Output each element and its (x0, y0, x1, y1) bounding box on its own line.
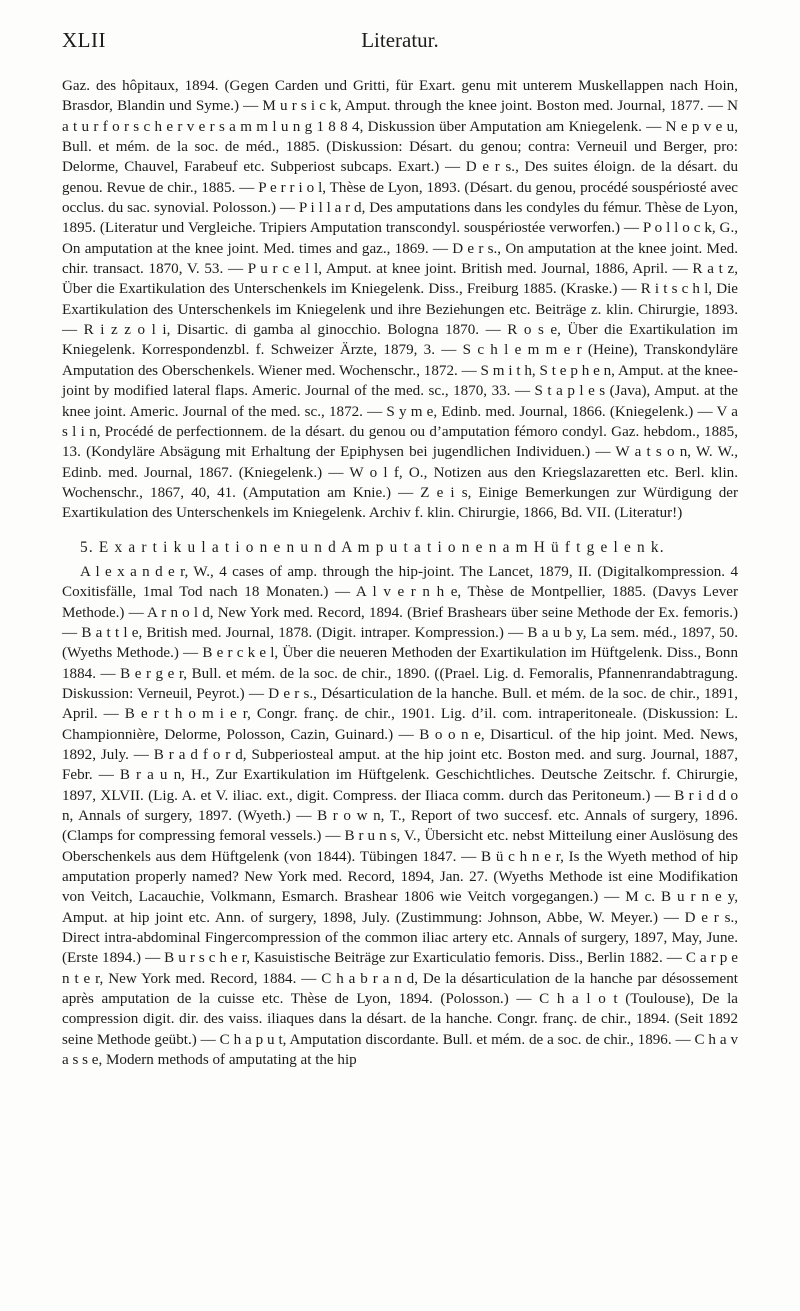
page-number: XLII (62, 28, 106, 52)
page-header (62, 28, 738, 58)
running-title: Literatur. (361, 28, 439, 52)
bibliography-paragraph-hip: A l e x a n d e r, W., 4 cases of amp. through the hip-joint. The Lancet, 1879, II. (Digitalkompression. 4 Coxitisfälle, 1mal Tod nach 18 Monaten.) — A l v e r n h e, Thèse de Montpellier, 1885. (Davys Lever Methode.) — A r n o l d, New York med. Record, 1894. (Brief Brashears über seine Methode der Ex. femoris.) — B a t t l e, British med. Journal, 1878. (Digit. intraper. Kompression.) — B a u b y, La sem. méd., 1897, 50. (Wyeths Methode.) — B e r c k e l, Über die neueren Methoden der Exartikulation im Hüftgelenk. Diss., Bonn 1884. — B e r g e r, Bull. et mém. de la soc. de chir., 1890. ((Prael. Lig. d. Femoralis, Pfannenrandabtragung. Diskussion: Verneuil, Peyrot.) — D e r s., Désarticulation de la hanche. Bull. et mém. de la soc. de chir., 1891, April. — B e r t h o m i e r, Congr. franç. de chir., 1901. Lig. d’il. com. intraperitoneale. (Diskussion: L. Championnière, Delorme, Polosson, Cazin, Guinard.) — B o o n e, Disarticul. of the hip joint. Med. News, 1892, July. — B r a d f o r d, Subperiosteal amput. at the hip joint etc. Boston med. and surg. Journal, 1887, Febr. — B r a u n, H., Zur Exartikulation im Hüftgelenk. Geschichtliches. Deutsche Zeitschr. f. Chirurgie, 1897, XLVII. (Lig. A. et V. iliac. ext., digit. Compress. der Iliaca comm. durch das Peritoneum.) — B r i d d o n, Annals of surgery, 1897. (Wyeth.) — B r o w n, T., Report of two succesf. etc. Annals of surgery, 1896. (Clamps for compressing femoral vessels.) — B r u n s, V., Übersicht etc. nebst Mitteilung einer Auslösung des Oberschenkels aus dem Hüftgelenk (von 1844). Tübingen 1847. — B ü c h n e r, Is the Wyeth method of hip amputation properly named? New York med. Record, 1894, Jan. 27. (Wyeths Methode ist eine Modifikation von Veitch, Lacauchie, Volkmann, Esmarch. Brashear 1806 wie Veitch vorgegangen.) — M c. B u r n e y, Amput. at hip joint etc. Ann. of surgery, 1898, July. (Zustimmung: Johnson, Abbe, W. Meyer.) — D e r s., Direct intra-abdominal Fingercompression of the common iliac artery etc. Annals of surgery, 1897, May, June. (Erste 1894.) — B u r s c h e r, Kasuistische Beiträge zur Exarticulatio femoris. Diss., Berlin 1882. — C a r p e n t e r, New York med. Record, 1884. — C h a b r a n d, De la désarticulation de la hanche par désossement après amputation de la cuisse etc. Thèse de Lyon, 1894. (Polosson.) — C h a l o t (Toulouse), De la compression digit. dir. des vaiss. iliaques dans la désart. de la hanche. Congr. franç. de chir., 1894. (Seit 1892 seine Methode geübt.) — C h a p u t, Amputation discordante. Bull. et mém. de a soc. de chir., 1896. — C h a v a s s e, Modern methods of amputating at the hip (62, 563, 738, 1069)
section-heading-hip: 5. E x a r t i k u l a t i o n e n u n d A m p u t a t i o n e n a m H ü f t g e l e n k. (80, 538, 665, 556)
bibliography-paragraph-knee: Gaz. des hôpitaux, 1894. (Gegen Carden und Gritti, für Exart. genu mit unterem Muskellappen nach Hoin, Brasdor, Blandin und Syme.) — M u r s i c k, Amput. through the knee joint. Boston med. Journal, 1877. — N a t u r f o r s c h e r v e r s a m m l u n g 1 8 8 4, Diskussion über Amputation am Kniegelenk. — N e p v e u, Bull. et mém. de la soc. de méd., 1885. (Diskussion: Désart. du genou; contra: Verneuil und Berger, pro: Delorme, Chauvel, Farabeuf etc. Subperiost subcaps. Exart.) — D e r s., Des suites éloign. de la désart. du genou. Revue de chir., 1885. — P e r r i o l, Thèse de Lyon, 1893. (Désart. du genou, procédé souspériosté avec occlus. du sac. synovial. Polosson.) — P i l l a r d, Des amputations dans les condyles du fémur. Thèse de Lyon, 1895. (Literatur und Vergleiche. Tripiers Amputation transcondyl. souspériostée verworfen.) — P o l l o c k, G., On amputation at the knee joint. Med. times and gaz., 1869. — D e r s., On amputation at the knee joint. Med. chir. transact. 1870, V. 53. — P u r c e l l, Amput. at knee joint. British med. Journal, 1886, April. — R a t z, Über die Exartikulation des Unterschenkels im Kniegelenk. Diss., Freiburg 1885. (Kraske.) — R i t s c h l, Die Exartikulation des Unterschenkels im Kniegelenk und ihre Beziehungen etc. Beiträge z. klin. Chirurgie, 1893. — R i z z o l i, Disartic. di gamba al ginocchio. Bologna 1870. — R o s e, Über die Exartikulation im Kniegelenk. Korrespondenzbl. f. Schweizer Ärzte, 1879, 3. — S c h l e m m e r (Heine), Transkondyläre Amputation des Oberschenkels. Wiener med. Wochenschr., 1872. — S m i t h, S t e p h e n, Amput. at the knee-joint by modified lateral flaps. Americ. Journal of the med. sc., 1870, 33. — S t a p l e s (Java), Amput. at the knee joint. Americ. Journal of the med. sc., 1872. — S y m e, Edinb. med. Journal, 1866. (Kniegelenk.) — V a s l i n, Procédé de perfectionnem. de la désart. du genou ou d’amputation fémoro condyl. Gaz. hebdom., 1885, 13. (Kondyläre Absägung mit Erhaltung der Epiphysen bei jugendlichen Individuen.) — W a t s o n, W. W., Edinb. med. Journal, 1867. (Kniegelenk.) — W o l f, O., Notizen aus den Kriegslazaretten etc. Berl. klin. Wochenschr., 1867, 40, 41. (Amputation am Knie.) — Z e i s, Einige Bemerkungen zur Würdigung der Exartikulation des Unterschenkels im Kniegelenk. Archiv f. klin. Chirurgie, 1866, Bd. VII. (Literatur!) (62, 78, 738, 522)
page-body (62, 76, 738, 1071)
